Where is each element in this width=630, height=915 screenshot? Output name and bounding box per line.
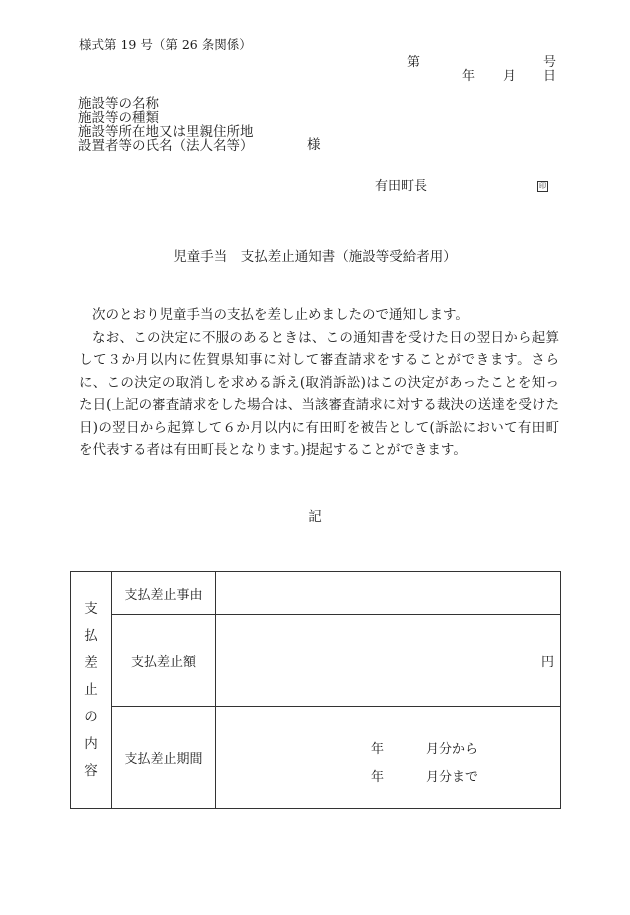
period-from <box>216 738 561 757</box>
period-value <box>216 707 561 809</box>
honorific: 様 <box>307 137 321 153</box>
suspension-details-table <box>70 571 561 809</box>
document-title: 児童手当 支払差止通知書（施設等受給者用） <box>173 249 457 265</box>
facility-name-label: 施設等の名称 <box>78 96 159 112</box>
reason-value <box>216 572 561 615</box>
table-row <box>71 615 561 707</box>
reason-label: 支払差止事由 <box>112 572 216 615</box>
date-month: 月 <box>503 69 517 84</box>
period-to-year: 年 <box>371 770 385 785</box>
recipient-fields <box>78 97 254 153</box>
sender-name: 有田町長 <box>375 179 428 194</box>
amount-label: 支払差止額 <box>112 615 216 707</box>
ki-heading: 記 <box>308 509 322 525</box>
appeal-paragraph: なお、この決定に不服のあるときは、この通知書を受けた日の翌日から起算して３か月以内に佐賀県知事に対して審査請求をすることができます。さらに、この決定の取消しを求める訴え(取消訴訟)はこの決定があったことを知った日(上記の審査請求をした場合は、当該審査請求に対する裁決の送達を受けた日)の翌日から起算して６か月以内に有田町を被告として(訴訟において有田町を代表する者は有田町長となります。)提起することができます。 <box>79 329 559 458</box>
date-year: 年 <box>462 69 476 84</box>
amount-unit: 円 <box>216 615 561 707</box>
date-day: 日 <box>543 69 557 84</box>
document-number-suffix: 号 <box>543 55 557 70</box>
period-label: 支払差止期間 <box>112 707 216 809</box>
period-to <box>216 766 561 785</box>
period-from-month: 月分から <box>426 742 479 757</box>
notice-paragraph: 次のとおり児童手当の支払を差し止めましたので通知します。 <box>92 307 469 323</box>
document-number-prefix: 第 <box>407 55 421 70</box>
form-number: 様式第 19 号（第 26 条関係） <box>79 37 252 52</box>
founder-name-label: 設置者等の氏名（法人名等） <box>78 138 254 154</box>
period-from-year: 年 <box>371 742 385 757</box>
notice-body <box>79 304 559 462</box>
facility-type-label: 施設等の種類 <box>78 110 159 126</box>
vertical-header-text: 支 払 差 止 の 内 容 <box>84 600 98 779</box>
table-row <box>71 572 561 615</box>
vertical-header <box>71 572 112 809</box>
table-row <box>71 707 561 809</box>
seal-icon: 印 <box>539 182 546 190</box>
facility-address-label: 施設等所在地又は里親住所地 <box>78 124 254 140</box>
period-to-month: 月分まで <box>426 770 479 785</box>
